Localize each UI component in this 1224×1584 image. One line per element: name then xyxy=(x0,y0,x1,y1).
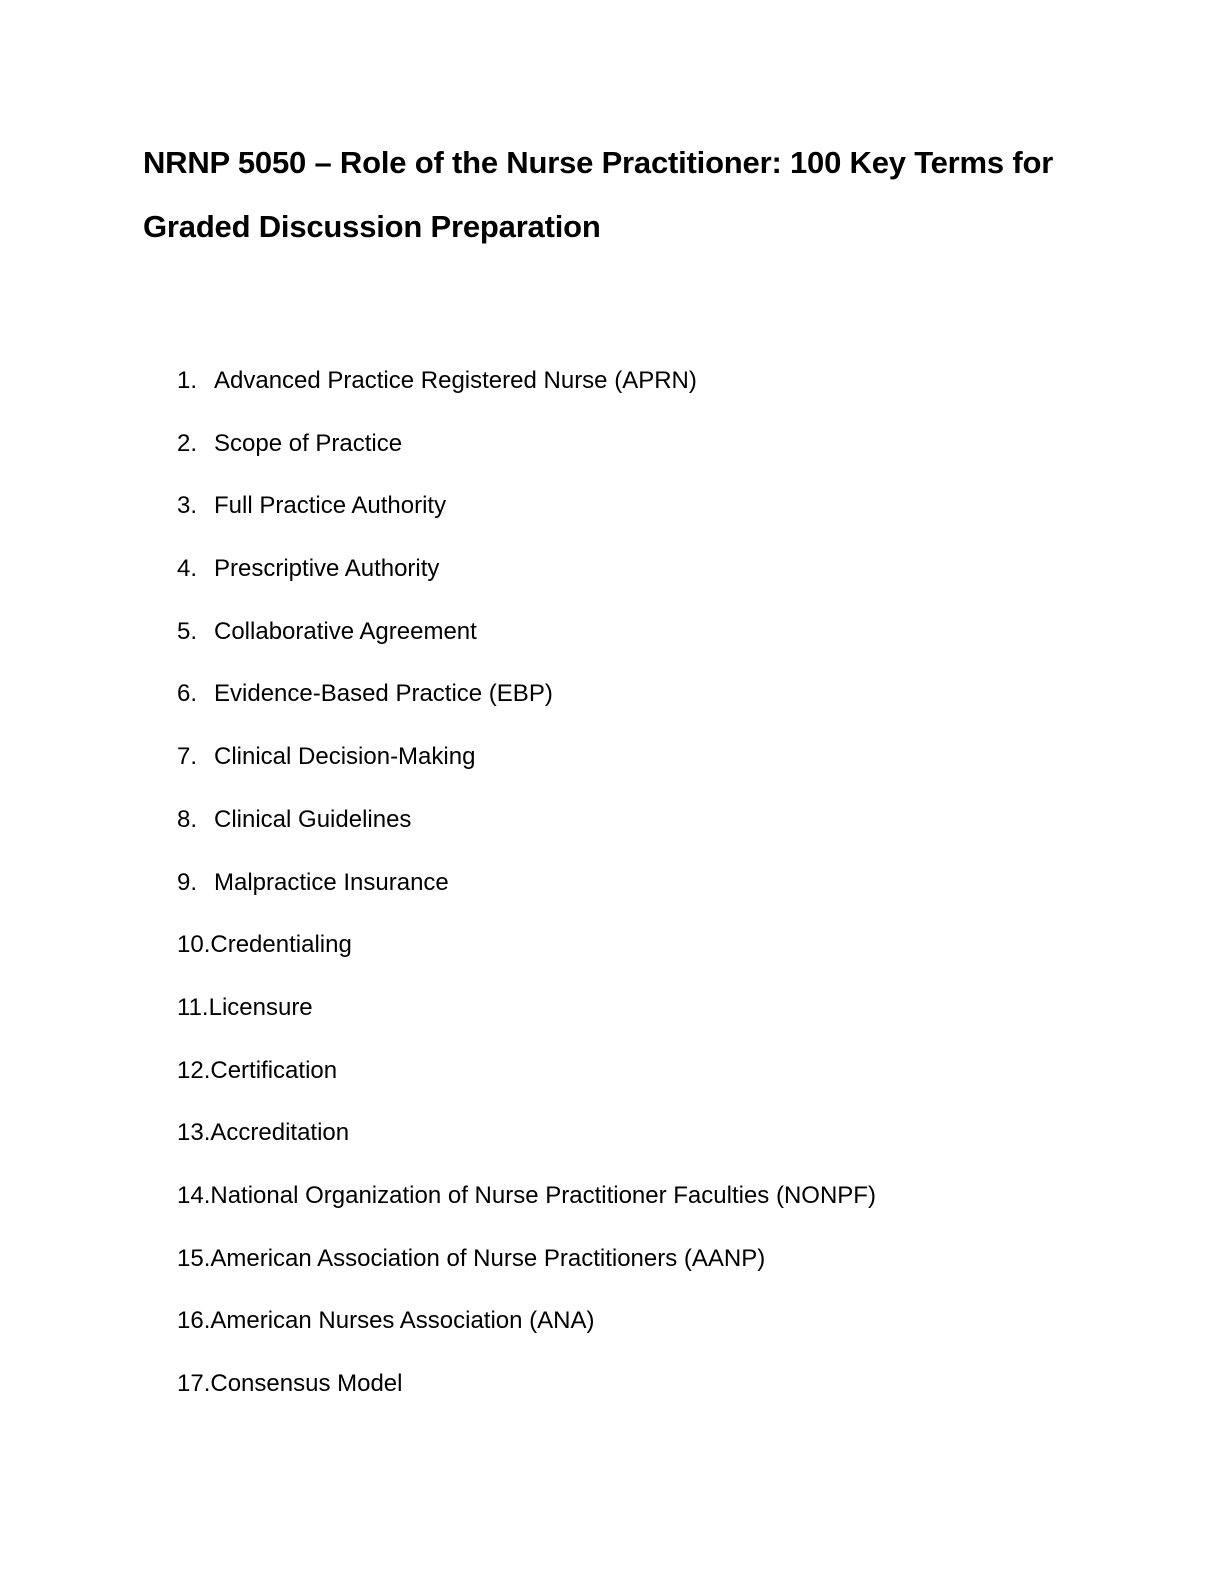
term-number: 9. xyxy=(177,868,198,896)
document-title: NRNP 5050 – Role of the Nurse Practitioner: 100 Key Terms for Graded Discussion Preparation xyxy=(143,145,1054,244)
list-item xyxy=(0,794,876,857)
list-item xyxy=(0,1045,876,1108)
list-item xyxy=(0,1170,876,1233)
term-number: 13. xyxy=(177,1119,211,1147)
list-item xyxy=(0,857,876,920)
term-number: 12. xyxy=(177,1056,211,1084)
term-number: 1. xyxy=(177,367,198,394)
term-text: Advanced Practice Registered Nurse (APRN) xyxy=(214,367,697,394)
term-number: 3. xyxy=(177,492,198,520)
list-item xyxy=(0,355,876,418)
term-text: Full Practice Authority xyxy=(214,492,447,520)
list-item xyxy=(0,982,876,1045)
term-text: Clinical Decision-Making xyxy=(214,743,476,771)
term-number: 6. xyxy=(177,680,198,708)
term-number: 11. xyxy=(177,993,209,1021)
key-terms-list xyxy=(0,355,876,1421)
term-number: 8. xyxy=(177,805,198,833)
term-text: Credentialing xyxy=(210,931,352,959)
term-text: Evidence-Based Practice (EBP) xyxy=(214,680,553,708)
list-item xyxy=(0,668,876,731)
term-text: Licensure xyxy=(208,993,313,1021)
term-text: Collaborative Agreement xyxy=(214,617,477,645)
list-item xyxy=(0,1233,876,1296)
term-number: 14. xyxy=(177,1181,211,1209)
list-item xyxy=(0,480,876,543)
list-item xyxy=(0,919,876,982)
term-text: Prescriptive Authority xyxy=(214,555,440,583)
term-text: Scope of Practice xyxy=(214,429,403,457)
term-text: Accreditation xyxy=(210,1119,350,1147)
term-number: 17. xyxy=(177,1370,211,1397)
term-number: 2. xyxy=(177,429,198,457)
term-number: 15. xyxy=(177,1244,211,1272)
term-text: National Organization of Nurse Practitioner Faculties (NONPF) xyxy=(210,1181,876,1209)
term-text: American Nurses Association (ANA) xyxy=(210,1307,595,1335)
term-number: 7. xyxy=(177,743,198,771)
list-item xyxy=(0,1295,876,1358)
list-item xyxy=(0,1107,876,1170)
list-item xyxy=(0,606,876,669)
list-item xyxy=(0,1358,876,1421)
list-item xyxy=(0,731,876,794)
term-number: 10. xyxy=(177,931,211,959)
term-number: 5. xyxy=(177,617,198,645)
term-number: 16. xyxy=(177,1307,211,1335)
term-text: Consensus Model xyxy=(210,1370,403,1397)
term-number: 4. xyxy=(177,555,198,583)
term-text: Malpractice Insurance xyxy=(214,868,449,896)
term-text: American Association of Nurse Practitioners (AANP) xyxy=(210,1244,766,1272)
term-text: Certification xyxy=(210,1056,338,1084)
list-item xyxy=(0,418,876,481)
list-item xyxy=(0,543,876,606)
term-text: Clinical Guidelines xyxy=(214,805,412,833)
